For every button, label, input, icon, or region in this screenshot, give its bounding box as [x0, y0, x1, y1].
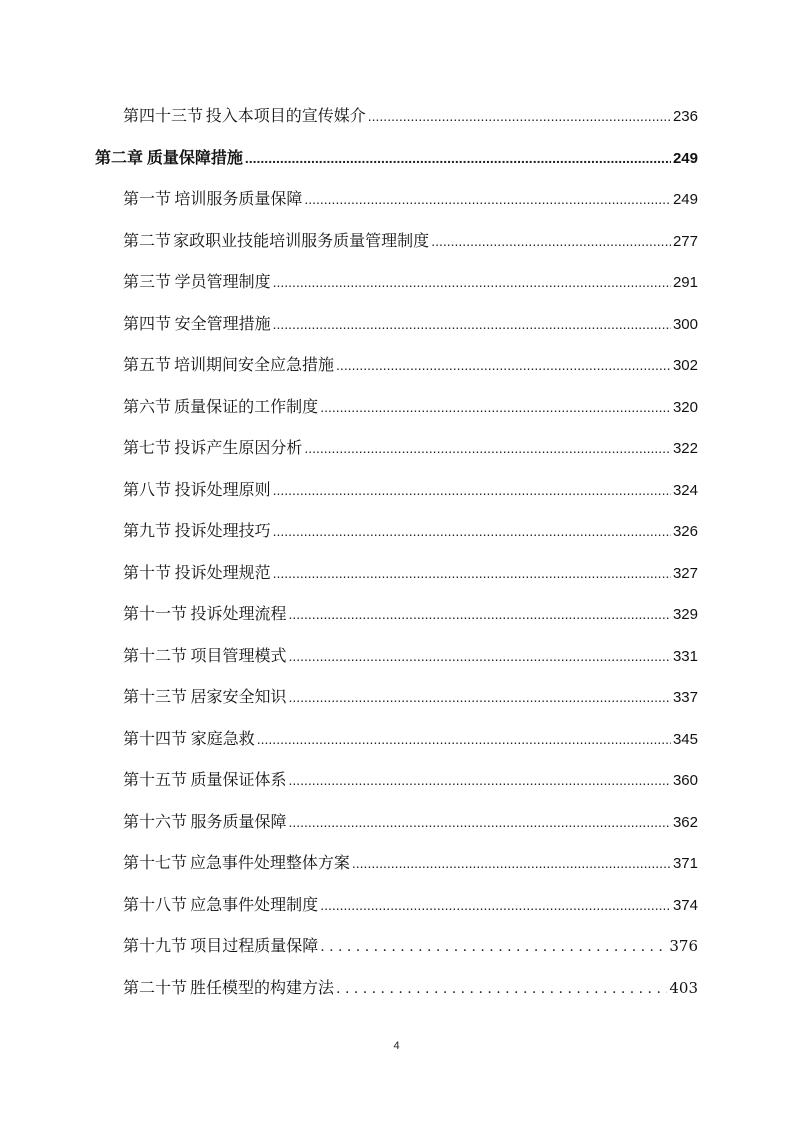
- toc-entry-section-13[interactable]: [123, 685, 698, 709]
- toc-leader-dots: [288, 768, 671, 792]
- toc-entry-title: 服务质量保障: [190, 812, 287, 831]
- toc-entry-section-9[interactable]: [123, 519, 698, 543]
- toc-entry-section-19[interactable]: [123, 934, 698, 958]
- toc-entry-page: 249: [672, 191, 698, 208]
- toc-entry-title: 培训服务质量保障: [174, 189, 303, 208]
- toc-entry-number: 第十八节: [123, 895, 188, 914]
- toc-entry-page: 374: [672, 897, 698, 914]
- toc-entry-section-6[interactable]: [123, 395, 698, 419]
- toc-entry-section-1[interactable]: [123, 187, 698, 211]
- toc-entry-title: 安全管理措施: [174, 314, 271, 333]
- toc-leader-dots: [288, 644, 671, 668]
- toc-entry-section-12[interactable]: [123, 644, 698, 668]
- toc-entry-title: 投诉产生原因分析: [174, 438, 303, 457]
- toc-leader-dots: [273, 478, 671, 502]
- toc-entry-page: 331: [672, 648, 698, 665]
- toc-entry-number: 第十节: [123, 563, 172, 582]
- toc-entry-number: 第三节: [123, 272, 172, 291]
- toc-entry-title: 居家安全知识: [190, 687, 287, 706]
- toc-leader-dots: [431, 229, 671, 253]
- toc-entry-title: 质量保障措施: [146, 148, 243, 167]
- toc-entry-section-17[interactable]: [123, 851, 698, 875]
- toc-entry-number: 第七节: [123, 438, 172, 457]
- toc-entry-section-18[interactable]: [123, 893, 698, 917]
- toc-leader-dots: [336, 976, 667, 1001]
- toc-leader-dots: [288, 602, 671, 626]
- toc-entry-number: 第五节: [123, 355, 172, 374]
- toc-entry-page: 371: [672, 855, 698, 872]
- toc-leader-dots: [273, 312, 671, 336]
- toc-leader-dots: [273, 270, 671, 294]
- toc-entry-title: 应急事件处理制度: [190, 895, 319, 914]
- toc-entry-page: 320: [672, 399, 698, 416]
- toc-entry-number: 第一节: [123, 189, 172, 208]
- toc-entry-page: 329: [672, 606, 698, 623]
- toc-leader-dots: [273, 519, 671, 543]
- toc-leader-dots: [352, 851, 671, 875]
- toc-leader-dots: [320, 934, 667, 959]
- toc-entry-page: 302: [672, 357, 698, 374]
- toc-entry-section-8[interactable]: [123, 478, 698, 502]
- toc-entry-page: 376: [669, 937, 698, 955]
- toc-leader-dots: [257, 727, 671, 751]
- toc-entry-number: 第二十节: [123, 978, 188, 997]
- page-number: 4: [393, 1040, 400, 1052]
- toc-entry-number: 第四十三节: [123, 106, 204, 125]
- toc-entry-number: 第十二节: [123, 646, 188, 665]
- toc-entry-page: 236: [672, 108, 698, 125]
- toc-entry-title: 投诉处理规范: [174, 563, 271, 582]
- toc-entry-section-7[interactable]: [123, 436, 698, 460]
- toc-entry-title: 质量保证体系: [190, 770, 287, 789]
- toc-entry-title: 投入本项目的宣传媒介: [205, 106, 366, 125]
- toc-entry-title: 质量保证的工作制度: [174, 397, 319, 416]
- toc-entry-page: 322: [672, 440, 698, 457]
- toc-leader-dots: [320, 893, 671, 917]
- toc-entry-number: 第十七节: [123, 853, 188, 872]
- toc-entry-number: 第十五节: [123, 770, 188, 789]
- toc-entry-chapter-2[interactable]: [95, 146, 698, 170]
- toc-entry-number: 第十三节: [123, 687, 188, 706]
- toc-entry-page: 345: [672, 731, 698, 748]
- toc-leader-dots: [320, 395, 671, 419]
- toc-entry-page: 362: [672, 814, 698, 831]
- toc-entry-section-15[interactable]: [123, 768, 698, 792]
- toc-entry-title: 投诉处理流程: [190, 604, 287, 623]
- toc-entry-section-11[interactable]: [123, 602, 698, 626]
- toc-entry-number: 第六节: [123, 397, 172, 416]
- toc-entry-number: 第十九节: [123, 936, 188, 955]
- toc-entry-title: 培训期间安全应急措施: [174, 355, 335, 374]
- toc-entry-page: 403: [669, 979, 698, 997]
- toc-entry-section-14[interactable]: [123, 727, 698, 751]
- toc-entry-section-16[interactable]: [123, 810, 698, 834]
- toc-entry-number: 第四节: [123, 314, 172, 333]
- toc-entry-page: 277: [672, 233, 698, 250]
- toc-entry-number: 第十六节: [123, 812, 188, 831]
- toc-leader-dots: [368, 104, 671, 128]
- toc-entry-page: 327: [672, 565, 698, 582]
- toc-entry-title: 投诉处理原则: [174, 480, 271, 499]
- toc-entry-section-4[interactable]: [123, 312, 698, 336]
- toc-entry-section-43[interactable]: [123, 104, 698, 128]
- toc-entry-title: 项目过程质量保障: [190, 936, 319, 955]
- toc-leader-dots: [288, 685, 671, 709]
- toc-entry-title: 投诉处理技巧: [174, 521, 271, 540]
- toc-entry-title: 家庭急救: [190, 729, 255, 748]
- toc-entry-number: 第二章: [95, 148, 144, 167]
- toc-entry-title: 项目管理模式: [190, 646, 287, 665]
- toc-leader-dots: [245, 146, 671, 170]
- toc-entry-section-20[interactable]: [123, 976, 698, 1000]
- toc-entry-page: 249: [672, 150, 698, 167]
- toc-entry-number: 第八节: [123, 480, 172, 499]
- toc-entry-number: 第二节: [123, 231, 172, 250]
- toc-entry-page: 300: [672, 316, 698, 333]
- toc-entry-page: 324: [672, 482, 698, 499]
- toc-leader-dots: [273, 561, 671, 585]
- toc-entry-title: 应急事件处理整体方案: [189, 853, 350, 872]
- toc-entry-number: 第十一节: [123, 604, 188, 623]
- toc-entry-page: 326: [672, 523, 698, 540]
- toc-entry-section-2[interactable]: [123, 229, 698, 253]
- toc-entry-page: 291: [672, 274, 698, 291]
- toc-leader-dots: [336, 353, 671, 377]
- toc-entry-title: 家政职业技能培训服务质量管理制度: [173, 231, 430, 250]
- toc-entry-number: 第九节: [123, 521, 172, 540]
- toc-entry-page: 337: [672, 689, 698, 706]
- toc-entry-title: 胜任模型的构建方法: [190, 978, 335, 997]
- toc-entry-title: 学员管理制度: [174, 272, 271, 291]
- toc-entry-section-5[interactable]: [123, 353, 698, 377]
- toc-leader-dots: [288, 810, 671, 834]
- toc-leader-dots: [304, 187, 671, 211]
- toc-entry-section-3[interactable]: [123, 270, 698, 294]
- toc-entry-section-10[interactable]: [123, 561, 698, 585]
- toc-leader-dots: [304, 436, 671, 460]
- toc-entry-page: 360: [672, 772, 698, 789]
- toc-entry-number: 第十四节: [123, 729, 188, 748]
